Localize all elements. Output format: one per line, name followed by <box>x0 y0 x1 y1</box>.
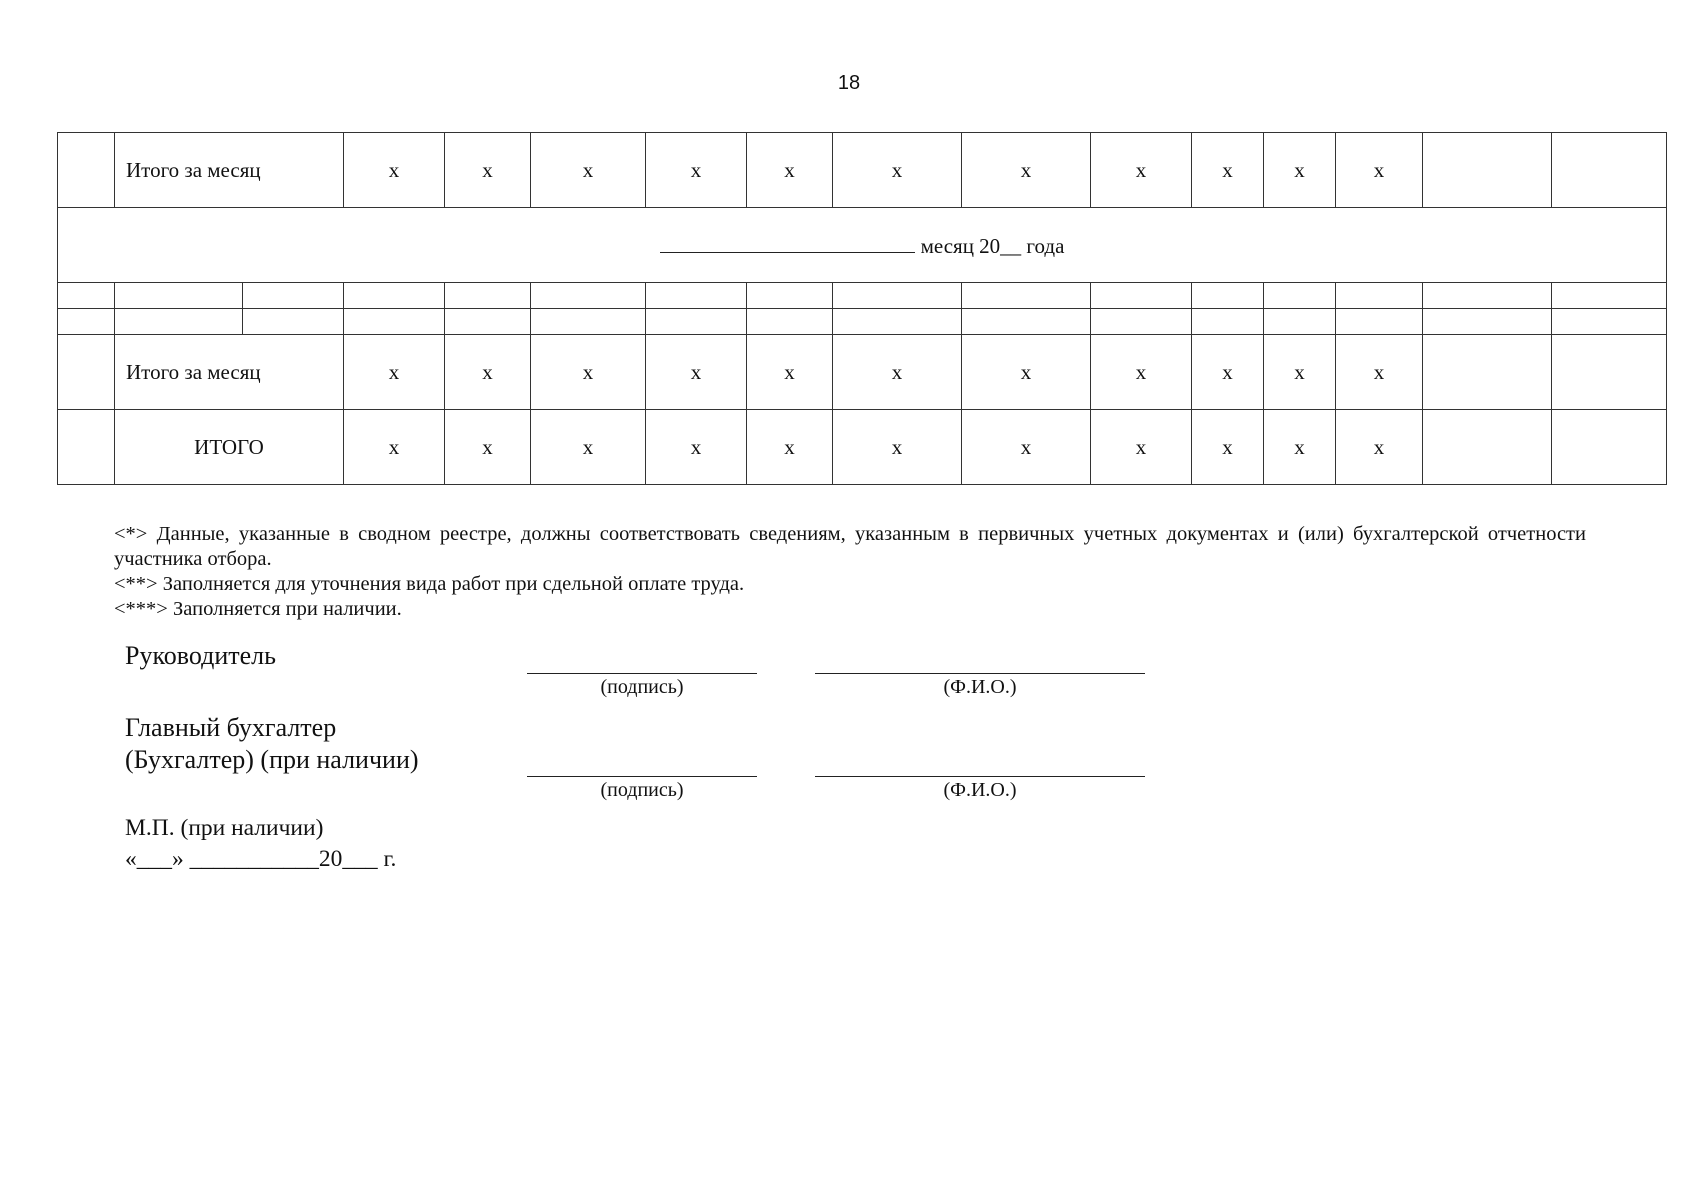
month-header-cell <box>58 208 1667 283</box>
table-row <box>58 335 1667 410</box>
cross-cell: x <box>1336 410 1423 485</box>
accountant-name-caption: (Ф.И.О.) <box>943 779 1017 801</box>
cross-cell: x <box>646 410 747 485</box>
cross-cell: x <box>962 410 1091 485</box>
month-header-text: месяц 20__ года <box>920 233 1065 258</box>
empty-cell <box>1091 283 1192 309</box>
empty-cell <box>646 283 747 309</box>
amount-cell <box>1552 410 1667 485</box>
registry-table <box>57 132 1667 485</box>
row-number-cell <box>58 410 115 485</box>
head-signature-line <box>527 673 757 674</box>
row-number-cell <box>58 335 115 410</box>
empty-cell <box>833 309 962 335</box>
cross-cell: x <box>1192 410 1264 485</box>
cross-cell: x <box>1192 335 1264 410</box>
table-row <box>58 410 1667 485</box>
cross-cell: x <box>344 133 445 208</box>
cross-cell: x <box>833 410 962 485</box>
cross-cell: x <box>344 335 445 410</box>
date-line: «___» ___________20___ г. <box>125 846 397 872</box>
empty-cell <box>115 309 243 335</box>
head-name-caption: (Ф.И.О.) <box>943 676 1017 698</box>
cross-cell: x <box>833 133 962 208</box>
cross-cell: x <box>445 133 531 208</box>
empty-cell <box>1336 283 1423 309</box>
stamp-place: М.П. (при наличии) <box>125 815 324 841</box>
empty-cell <box>243 309 344 335</box>
table-row <box>58 133 1667 208</box>
accountant-signature-line <box>527 776 757 777</box>
cross-cell: x <box>962 335 1091 410</box>
empty-cell <box>962 309 1091 335</box>
month-blank-line <box>660 232 915 253</box>
cross-cell: x <box>962 133 1091 208</box>
empty-cell <box>344 283 445 309</box>
cross-cell: x <box>833 335 962 410</box>
empty-cell <box>1264 283 1336 309</box>
cross-cell: x <box>344 410 445 485</box>
cross-cell: x <box>531 133 646 208</box>
empty-cell <box>58 283 115 309</box>
empty-cell <box>962 283 1091 309</box>
cross-cell: x <box>1336 335 1423 410</box>
empty-cell <box>58 309 115 335</box>
accountant-signature-caption: (подпись) <box>600 779 684 801</box>
cross-cell: x <box>1091 133 1192 208</box>
empty-cell <box>445 309 531 335</box>
footnote-2: <**> Заполняется для уточнения вида работ при сдельной оплате труда. <box>114 573 745 595</box>
amount-cell <box>1423 133 1552 208</box>
footnote-1: <*> Данные, указанные в сводном реестре, должны соответствовать сведениям, указанным в первичных учетных документах и (или) бухгалтерской отчетности участника отбора. <box>114 523 1586 570</box>
empty-cell <box>1552 283 1667 309</box>
cross-cell: x <box>1091 410 1192 485</box>
accountant-name-line <box>815 776 1145 777</box>
cross-cell: x <box>747 335 833 410</box>
row-number-cell <box>58 133 115 208</box>
empty-cell <box>115 283 243 309</box>
head-signature-caption: (подпись) <box>600 676 684 698</box>
footnote-3: <***> Заполняется при наличии. <box>114 598 402 620</box>
cross-cell: x <box>1264 133 1336 208</box>
empty-cell <box>1423 283 1552 309</box>
amount-cell <box>1423 410 1552 485</box>
cross-cell: x <box>1336 133 1423 208</box>
cross-cell: x <box>747 410 833 485</box>
subtotal-label-cell: Итого за месяц <box>115 133 344 208</box>
cross-cell: x <box>646 133 747 208</box>
amount-cell <box>1552 335 1667 410</box>
empty-cell <box>1192 283 1264 309</box>
empty-cell <box>344 309 445 335</box>
empty-cell <box>833 283 962 309</box>
empty-cell <box>531 309 646 335</box>
total-label-cell: ИТОГО <box>115 410 344 485</box>
empty-cell <box>445 283 531 309</box>
table-row <box>58 208 1667 283</box>
empty-cell <box>531 283 646 309</box>
accountant-title-line1: Главный бухгалтер <box>125 713 337 742</box>
accountant-title-line2: (Бухгалтер) (при наличии) <box>125 745 419 774</box>
empty-cell <box>1336 309 1423 335</box>
cross-cell: x <box>646 335 747 410</box>
footnotes <box>114 522 1586 622</box>
cross-cell: x <box>531 335 646 410</box>
cross-cell: x <box>445 335 531 410</box>
registry-table-body <box>58 133 1667 485</box>
subtotal-label-cell: Итого за месяц <box>115 335 344 410</box>
table-row <box>58 309 1667 335</box>
empty-cell <box>1552 309 1667 335</box>
empty-cell <box>243 283 344 309</box>
empty-cell <box>747 309 833 335</box>
cross-cell: x <box>1264 335 1336 410</box>
table-row <box>58 283 1667 309</box>
amount-cell <box>1552 133 1667 208</box>
empty-cell <box>646 309 747 335</box>
empty-cell <box>1091 309 1192 335</box>
page-number: 18 <box>837 72 861 94</box>
empty-cell <box>747 283 833 309</box>
cross-cell: x <box>747 133 833 208</box>
empty-cell <box>1264 309 1336 335</box>
empty-cell <box>1192 309 1264 335</box>
cross-cell: x <box>445 410 531 485</box>
amount-cell <box>1423 335 1552 410</box>
head-name-line <box>815 673 1145 674</box>
empty-cell <box>1423 309 1552 335</box>
cross-cell: x <box>1091 335 1192 410</box>
cross-cell: x <box>531 410 646 485</box>
cross-cell: x <box>1192 133 1264 208</box>
cross-cell: x <box>1264 410 1336 485</box>
head-title: Руководитель <box>125 641 276 670</box>
